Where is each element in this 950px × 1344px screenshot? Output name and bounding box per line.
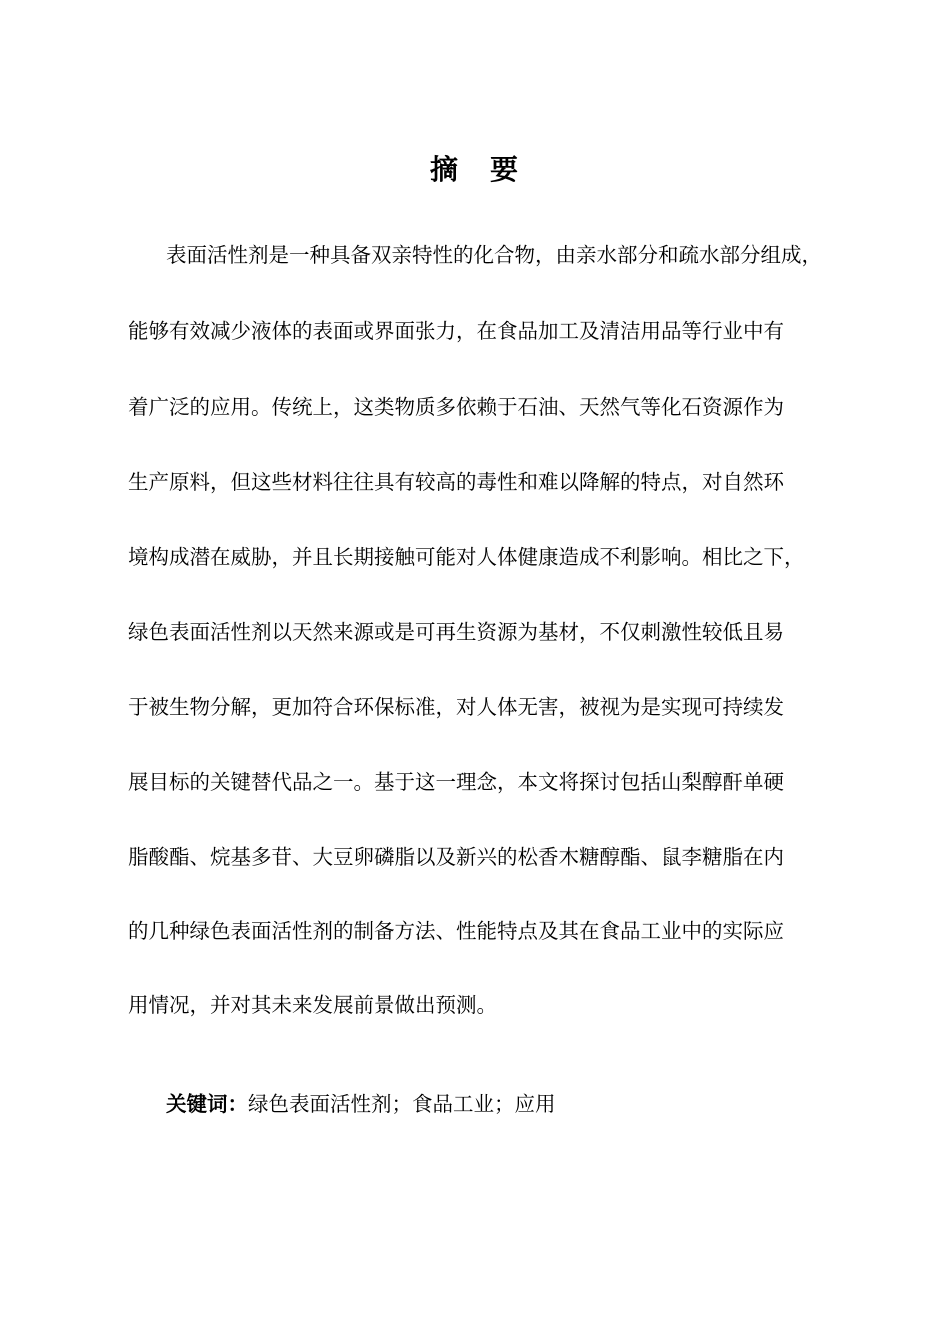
abstract-line-11: 用情况，并对其未来发展前景做出预测。 xyxy=(128,993,497,1017)
abstract-line-1: 表面活性剂是一种具备双亲特性的化合物，由亲水部分和疏水部分组成， xyxy=(166,243,822,267)
abstract-line-10: 的几种绿色表面活性剂的制备方法、性能特点及其在食品工业中的实际应 xyxy=(128,919,784,943)
abstract-line-8: 展目标的关键替代品之一。基于这一理念，本文将探讨包括山梨醇酐单硬 xyxy=(128,770,784,794)
title-char-1: 摘 xyxy=(429,153,460,186)
keywords xyxy=(166,1089,556,1119)
abstract-line-4: 生产原料，但这些材料往往具有较高的毒性和难以降解的特点，对自然环 xyxy=(128,470,784,494)
abstract-line-2: 能够有效减少液体的表面或界面张力，在食品加工及清洁用品等行业中有 xyxy=(128,319,784,343)
abstract-title xyxy=(0,148,950,192)
abstract-line-5: 境构成潜在威胁，并且长期接触可能对人体健康造成不利影响。相比之下， xyxy=(128,545,805,569)
keywords-text: 绿色表面活性剂；食品工业；应用 xyxy=(248,1092,556,1116)
keywords-label: 关键词： xyxy=(166,1092,248,1116)
title-char-2: 要 xyxy=(490,153,521,186)
abstract-line-6: 绿色表面活性剂以天然来源或是可再生资源为基材，不仅刺激性较低且易 xyxy=(128,620,784,644)
abstract-line-3: 着广泛的应用。传统上，这类物质多依赖于石油、天然气等化石资源作为 xyxy=(128,395,784,419)
abstract-line-7: 于被生物分解，更加符合环保标准，对人体无害，被视为是实现可持续发 xyxy=(128,695,784,719)
abstract-line-9: 脂酸酯、烷基多苷、大豆卵磷脂以及新兴的松香木糖醇酯、鼠李糖脂在内 xyxy=(128,845,784,869)
